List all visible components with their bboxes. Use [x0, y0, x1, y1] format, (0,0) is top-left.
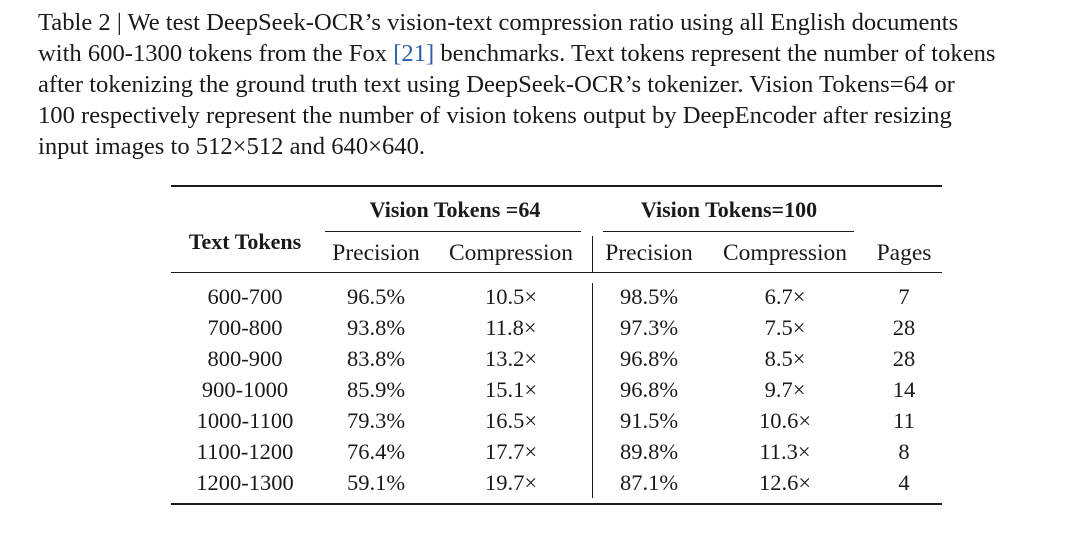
header-precision-100: Precision — [605, 240, 693, 266]
table-bottom-rule — [171, 503, 942, 505]
header-precision-64: Precision — [332, 240, 420, 266]
precision-100-cell: 97.3% — [619, 315, 679, 340]
compression-100-cell: 10.6× — [758, 408, 812, 433]
precision-100-cell: 91.5% — [619, 408, 679, 433]
precision-64-cell: 85.9% — [346, 377, 406, 402]
column-divider-header — [592, 236, 593, 272]
pages-cell: 28 — [892, 346, 916, 371]
column-divider-body — [592, 283, 593, 498]
compression-100-cell: 11.3× — [759, 439, 811, 464]
caption-line-2-tail: benchmarks. Text tokens represent the number of tokens — [434, 40, 996, 67]
pages-cell: 8 — [898, 439, 910, 464]
table-header-rule — [171, 272, 942, 273]
pages-cell: 11 — [893, 408, 915, 433]
precision-64-cell: 59.1% — [346, 470, 406, 495]
header-group-64: Vision Tokens =64 — [369, 197, 541, 222]
header-compression-100: Compression — [722, 240, 848, 266]
text-tokens-cell: 1200-1300 — [196, 470, 294, 495]
header-pages: Pages — [876, 240, 932, 266]
pages-cell: 7 — [898, 284, 910, 309]
precision-64-cell: 96.5% — [346, 284, 406, 309]
pages-cell: 28 — [892, 315, 916, 340]
caption-line-5: input images to 512×512 and 640×640. — [38, 133, 426, 160]
precision-100-cell: 87.1% — [619, 470, 679, 495]
precision-100-cell: 89.8% — [619, 439, 679, 464]
compression-64-cell: 15.1× — [484, 377, 538, 402]
text-tokens-cell: 600-700 — [207, 284, 283, 309]
compression-100-cell: 8.5× — [764, 346, 806, 371]
text-tokens-cell: 1000-1100 — [196, 408, 294, 433]
header-compression-64: Compression — [448, 240, 574, 266]
pages-cell: 4 — [898, 470, 910, 495]
precision-100-cell: 98.5% — [619, 284, 679, 309]
compression-100-cell: 7.5× — [764, 315, 806, 340]
header-text-tokens: Text Tokens — [188, 229, 302, 254]
compression-64-cell: 10.5× — [484, 284, 538, 309]
caption-line-3: after tokenizing the ground truth text using DeepSeek-OCR’s tokenizer. Vision Tokens=64 or — [38, 71, 955, 98]
compression-64-cell: 11.8× — [485, 315, 537, 340]
precision-100-cell: 96.8% — [619, 377, 679, 402]
caption-line-1: Table 2 | We test DeepSeek-OCR’s vision-text compression ratio using all English documents — [38, 9, 959, 36]
text-tokens-cell: 700-800 — [207, 315, 283, 340]
precision-64-cell: 83.8% — [346, 346, 406, 371]
text-tokens-cell: 900-1000 — [201, 377, 289, 402]
citation-link[interactable]: [21] — [393, 40, 435, 67]
group-64-underline — [325, 231, 581, 232]
precision-64-cell: 76.4% — [346, 439, 406, 464]
pages-cell: 14 — [892, 377, 916, 402]
compression-64-cell: 13.2× — [484, 346, 538, 371]
precision-64-cell: 79.3% — [346, 408, 406, 433]
header-group-100: Vision Tokens=100 — [640, 197, 818, 222]
caption-line-4: 100 respectively represent the number of vision tokens output by DeepEncoder after resizing — [38, 102, 952, 129]
text-tokens-cell: 1100-1200 — [196, 439, 294, 464]
table-top-rule — [171, 185, 942, 187]
compression-100-cell: 6.7× — [764, 284, 806, 309]
compression-100-cell: 12.6× — [758, 470, 812, 495]
compression-64-cell: 17.7× — [484, 439, 538, 464]
compression-64-cell: 16.5× — [484, 408, 538, 433]
compression-64-cell: 19.7× — [484, 470, 538, 495]
caption-line-2-head: with 600-1300 tokens from the Fox — [38, 40, 394, 67]
precision-64-cell: 93.8% — [346, 315, 406, 340]
group-100-underline — [603, 231, 854, 232]
precision-100-cell: 96.8% — [619, 346, 679, 371]
text-tokens-cell: 800-900 — [207, 346, 283, 371]
compression-100-cell: 9.7× — [764, 377, 806, 402]
